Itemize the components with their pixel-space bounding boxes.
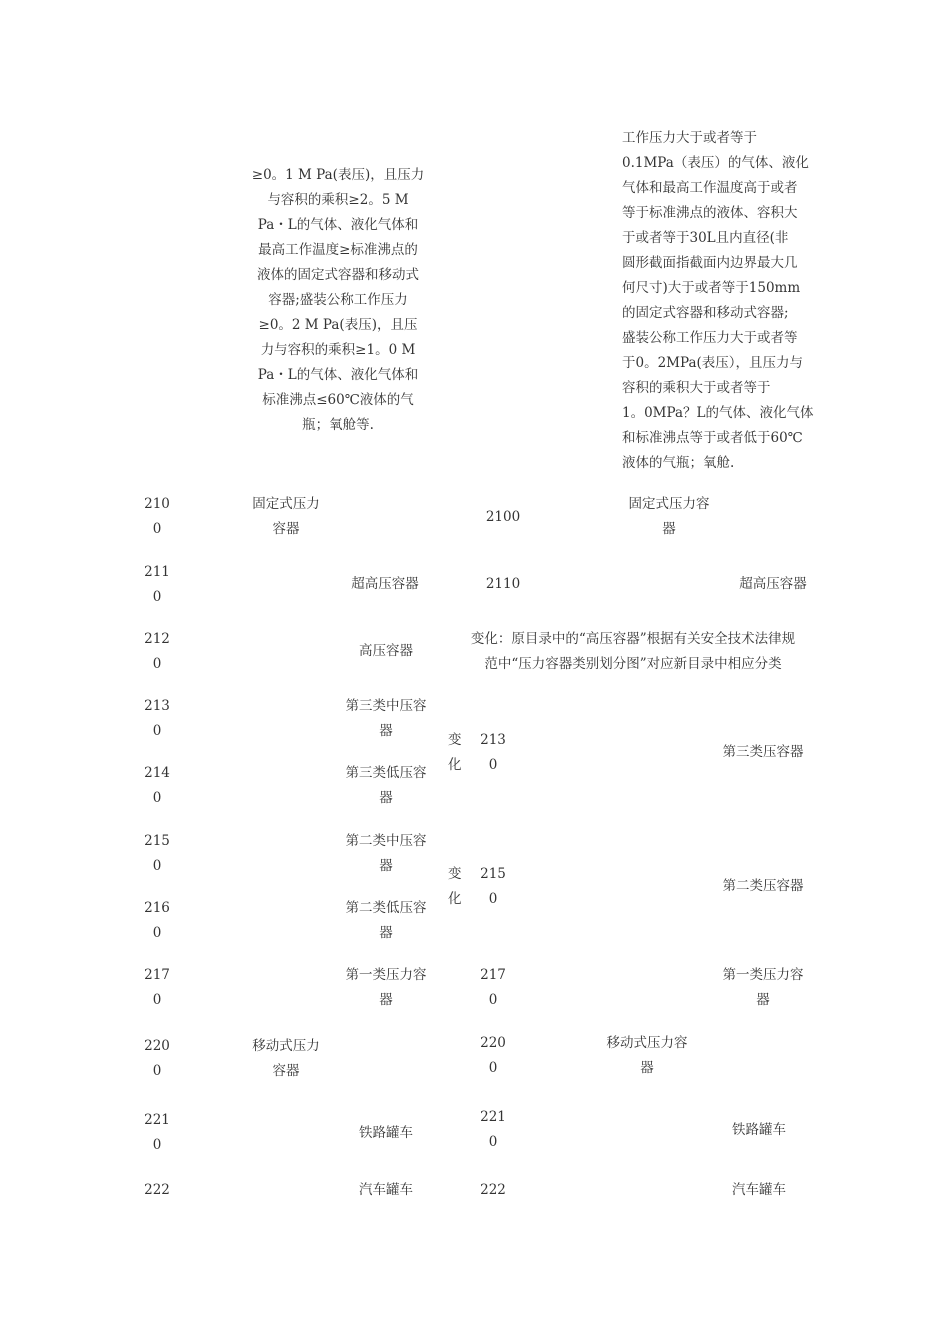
name-part: 第三类低压容 xyxy=(345,765,427,781)
name-part: 第二类低压容 xyxy=(345,900,427,916)
name-part: 第一类压力容 xyxy=(722,967,804,983)
new-name-2110: 超高压容器 xyxy=(739,576,807,592)
new-definition-line: 工作压力大于或者等于 xyxy=(622,130,757,146)
old-code-2160 xyxy=(137,896,177,946)
old-name-2160 xyxy=(336,896,436,946)
code-part: 211 xyxy=(144,564,170,580)
old-definition-line: 标准沸点≤60℃液体的气 xyxy=(262,392,414,408)
old-code-2130 xyxy=(137,694,177,744)
new-code-2100 xyxy=(477,505,529,530)
code-part: 216 xyxy=(144,900,170,916)
name-part: 第三类中压容 xyxy=(345,698,427,714)
new-code-2110: 2110 xyxy=(485,576,521,592)
new-definition-line: 等于标准沸点的液体、容积大 xyxy=(622,205,798,221)
new-definition xyxy=(622,126,822,476)
old-name-2140 xyxy=(336,761,436,811)
new-definition-line: 0.1MPa（表压）的气体、液化 xyxy=(622,155,809,171)
name-part: 器 xyxy=(662,521,676,537)
old-code-2220: 222 xyxy=(144,1182,170,1198)
old-definition-line: 与容积的乘积≥2。5 M xyxy=(267,192,409,208)
old-definition-line: 液体的固定式容器和移动式 xyxy=(257,267,419,283)
name-part: 器 xyxy=(756,992,770,1008)
code-part: 0 xyxy=(152,1063,162,1079)
name-part: 容器 xyxy=(272,1063,300,1079)
new-code-2130 xyxy=(473,728,513,778)
name-part: 第二类中压容 xyxy=(345,833,427,849)
new-definition-line: 气体和最高工作温度高于或者 xyxy=(622,180,798,196)
code-part: 0 xyxy=(152,790,162,806)
new-code-2210 xyxy=(473,1105,513,1155)
name-part: 移动式压力 xyxy=(252,1038,320,1054)
old-name-2120: 高压容器 xyxy=(359,643,413,659)
new-definition-line: 圆形截面指截面内边界最大几 xyxy=(622,255,798,271)
new-name-2170 xyxy=(713,963,813,1013)
new-name-2220: 汽车罐车 xyxy=(732,1182,786,1198)
note-line: 变化：原目录中的“高压容器”根据有关安全技术法律规 xyxy=(470,631,796,647)
new-definition-line: 液体的气瓶；氧舱. xyxy=(622,455,735,471)
old-code-2120 xyxy=(137,627,177,677)
code-part: 0 xyxy=(152,589,162,605)
name-part: 器 xyxy=(379,858,393,874)
old-code-2200 xyxy=(137,1034,177,1084)
code-part: 0 xyxy=(488,1060,498,1076)
new-definition-line: 和标准沸点等于或者低于60℃ xyxy=(622,430,803,446)
old-name-2150 xyxy=(336,829,436,879)
code-part: 0 xyxy=(488,992,498,1008)
old-definition-line: ≥0。1 M Pa(表压)，且压力 xyxy=(251,167,425,183)
code-part: 213 xyxy=(144,698,170,714)
old-name-2200 xyxy=(236,1034,336,1084)
new-name-2100 xyxy=(610,492,728,542)
code-part: 217 xyxy=(480,967,506,983)
new-code-2150 xyxy=(473,862,513,912)
old-name-2110: 超高压容器 xyxy=(351,576,419,592)
new-code-2220: 222 xyxy=(480,1182,506,1198)
change-label-2150 xyxy=(448,862,468,912)
code-part: 0 xyxy=(152,992,162,1008)
new-definition-line: 于或者等于30L且内直径(非 xyxy=(622,230,789,246)
name-part: 固定式压力 xyxy=(252,496,320,512)
old-code-2110 xyxy=(137,560,177,610)
name-part: 器 xyxy=(640,1060,654,1076)
old-code-2150 xyxy=(137,829,177,879)
new-definition-line: 的固定式容器和移动式容器; xyxy=(622,305,789,321)
code-part: 0 xyxy=(488,891,498,907)
code-part: 220 xyxy=(144,1038,170,1054)
code-part: 221 xyxy=(480,1109,506,1125)
new-definition-line: 容积的乘积大于或者等于 xyxy=(622,380,771,396)
code-part: 215 xyxy=(480,866,506,882)
old-definition-line: 瓶；氧舱等. xyxy=(302,417,374,433)
new-definition-line: 于0。2MPa(表压），且压力与 xyxy=(622,355,804,371)
new-definition-line: 盛装公称工作压力大于或者等 xyxy=(622,330,798,346)
new-name-2210: 铁路罐车 xyxy=(732,1122,786,1138)
new-definition-line: 何尺寸)大于或者等于150mm xyxy=(622,280,801,296)
name-part: 容器 xyxy=(272,521,300,537)
old-name-2130 xyxy=(336,694,436,744)
code-part: 220 xyxy=(480,1035,506,1051)
code-part: 0 xyxy=(152,1137,162,1153)
new-name-2150: 第二类压容器 xyxy=(722,878,804,894)
new-definition-line: 1。0MPa？L的气体、液化气体 xyxy=(622,405,814,421)
code-part: 214 xyxy=(144,765,170,781)
code-part: 215 xyxy=(144,833,170,849)
name-part: 第一类压力容 xyxy=(345,967,427,983)
old-name-2220: 汽车罐车 xyxy=(359,1182,413,1198)
change-char: 变 xyxy=(448,732,462,748)
change-char: 化 xyxy=(448,757,462,773)
code-part: 0 xyxy=(152,656,162,672)
old-definition-line: Pa・L的气体、液化气体和 xyxy=(257,217,419,233)
code-part: 0 xyxy=(488,757,498,773)
old-name-2100 xyxy=(236,492,336,542)
new-code-2200 xyxy=(473,1031,513,1081)
code-part: 0 xyxy=(488,1134,498,1150)
code-part: 213 xyxy=(480,732,506,748)
name-part: 器 xyxy=(379,723,393,739)
old-definition xyxy=(240,163,436,438)
code-part: 0 xyxy=(152,925,162,941)
old-code-2100 xyxy=(137,492,177,542)
name-part: 器 xyxy=(379,992,393,1008)
new-name-2130: 第三类压容器 xyxy=(722,744,804,760)
code-part: 210 xyxy=(144,496,170,512)
name-part: 器 xyxy=(379,925,393,941)
old-code-2170 xyxy=(137,963,177,1013)
name-part: 移动式压力容 xyxy=(606,1035,688,1051)
code-part: 217 xyxy=(144,967,170,983)
change-char: 化 xyxy=(448,891,462,907)
old-definition-line: 力与容积的乘积≥1。0 M xyxy=(260,342,416,358)
old-code-2210 xyxy=(137,1108,177,1158)
note-line: 范中“压力容器类别划分图”对应新目录中相应分类 xyxy=(484,656,782,672)
change-label-2130 xyxy=(448,728,468,778)
old-definition-line: 最高工作温度≥标准沸点的 xyxy=(258,242,418,258)
new-code-2170 xyxy=(473,963,513,1013)
code-part: 0 xyxy=(152,858,162,874)
code-part: 0 xyxy=(152,521,162,537)
name-part: 器 xyxy=(379,790,393,806)
new-name-2200 xyxy=(588,1031,706,1081)
code-part: 221 xyxy=(144,1112,170,1128)
old-name-2170 xyxy=(336,963,436,1013)
old-definition-line: ≥0。2 M Pa(表压)，且压 xyxy=(258,317,418,333)
change-note-2120 xyxy=(446,627,820,677)
name-part: 固定式压力容 xyxy=(628,496,710,512)
code-part: 2100 xyxy=(485,509,521,525)
old-code-2140 xyxy=(137,761,177,811)
code-part: 0 xyxy=(152,723,162,739)
change-char: 变 xyxy=(448,866,462,882)
old-definition-line: Pa・L的气体、液化气体和 xyxy=(257,367,419,383)
code-part: 212 xyxy=(144,631,170,647)
old-definition-line: 容器;盛装公称工作压力 xyxy=(268,292,408,308)
old-name-2210: 铁路罐车 xyxy=(359,1125,413,1141)
